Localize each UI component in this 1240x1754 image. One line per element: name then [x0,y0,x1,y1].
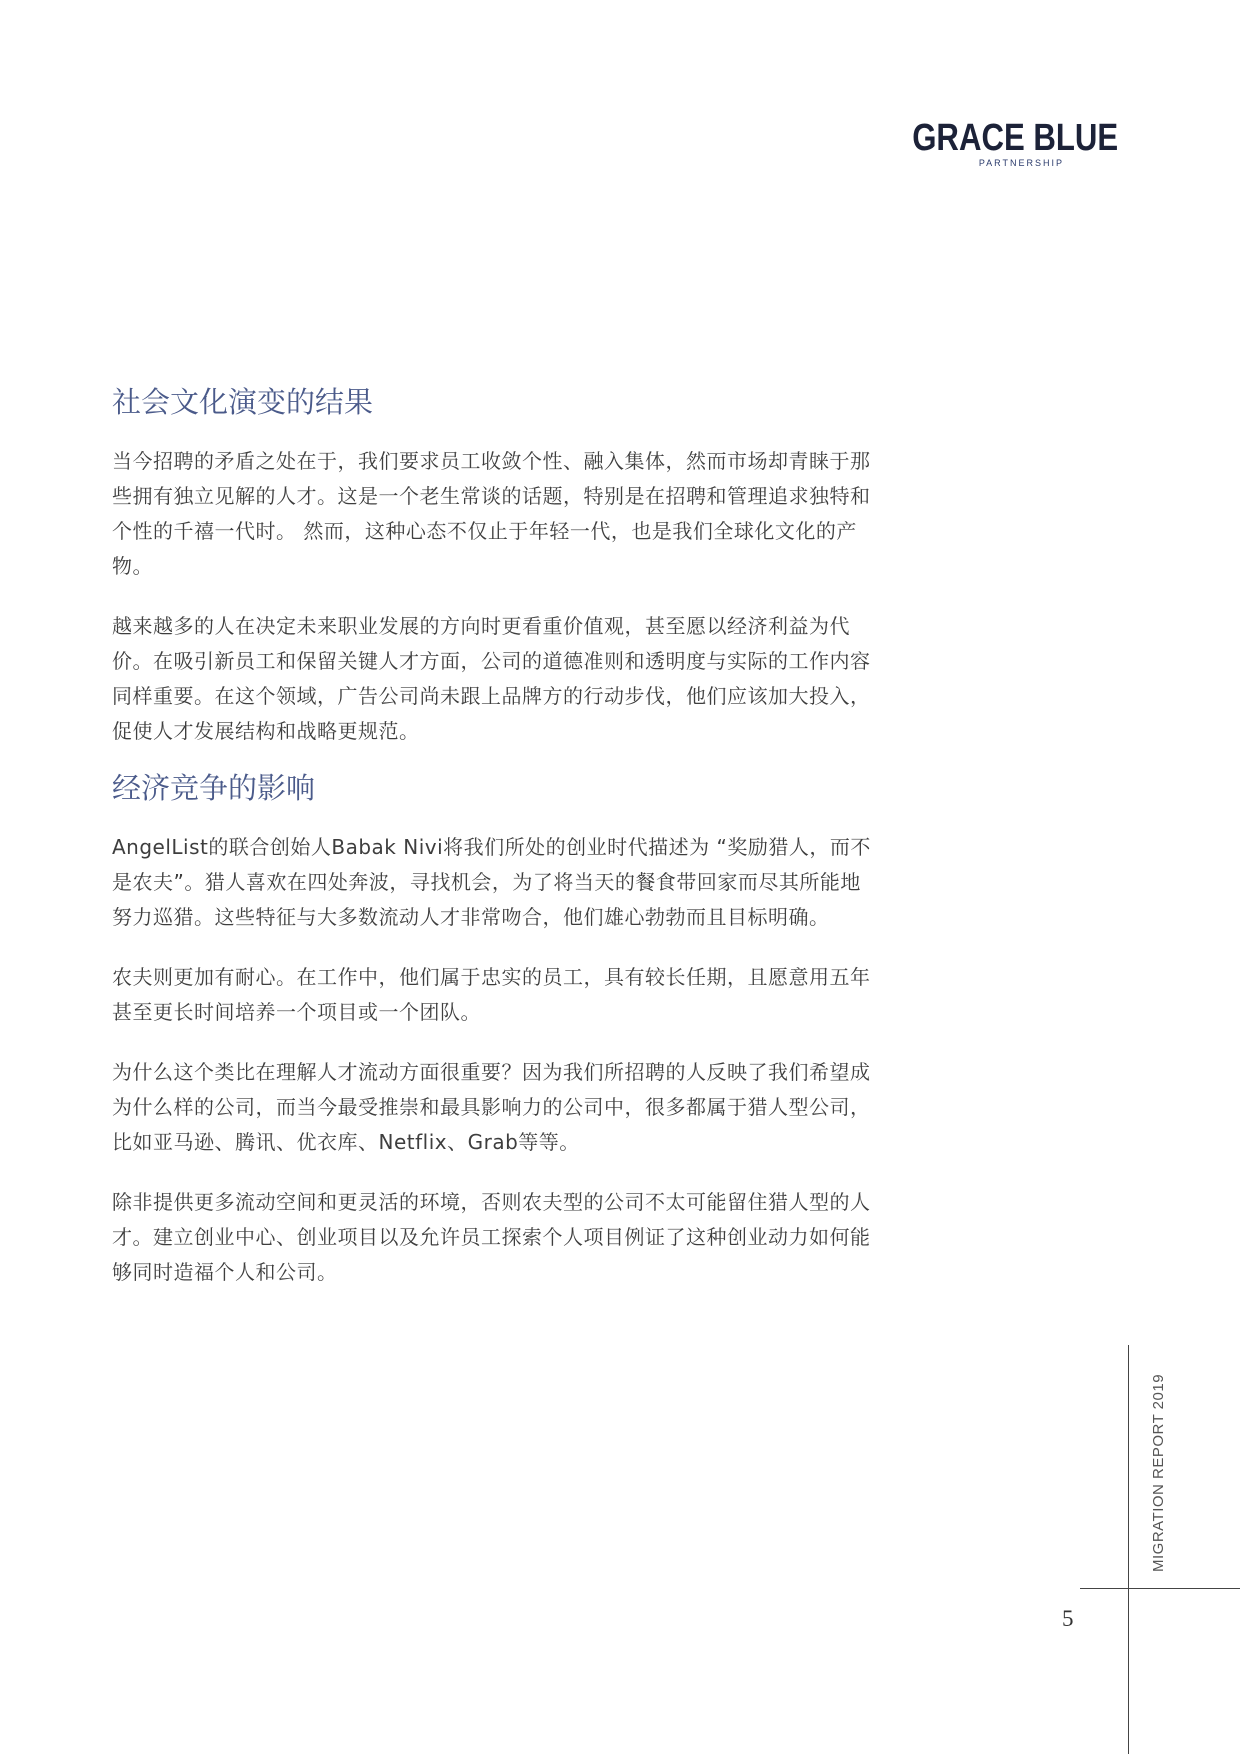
margin-vertical-rule [1128,1345,1129,1754]
brand-logo [896,117,1119,168]
main-content [112,378,872,1315]
paragraph: 当今招聘的矛盾之处在于，我们要求员工收敛个性、融入集体，然而市场却青睐于那些拥有独立见解的人才。这是一个老生常谈的话题，特别是在招聘和管理追求独特和个性的千禧一代时。 然而，这种心态不仅止于年轻一代，也是我们全球化文化的产物。 [112,449,871,578]
margin-horizontal-rule [1080,1588,1240,1589]
page-number: 5 [1062,1606,1074,1631]
section-heading-sociocultural: 社会文化演变的结果 [112,385,374,419]
paragraph: 为什么这个类比在理解人才流动方面很重要？因为我们所招聘的人反映了我们希望成为什么样的公司，而当今最受推崇和最具影响力的公司中，很多都属于猎人型公司，比如亚马逊、腾讯、优衣库、Netflix、Grab等等。 [112,1060,871,1154]
paragraph: 除非提供更多流动空间和更灵活的环境，否则农夫型的公司不太可能留住猎人型的人才。建立创业中心、创业项目以及允许员工探索个人项目例证了这种创业动力如何能够同时造福个人和公司。 [112,1190,871,1284]
logo-wordmark: GRACE BLUE [912,117,1119,159]
paragraph: 农夫则更加有耐心。在工作中，他们属于忠实的员工，具有较长任期，且愿意用五年甚至更长时间培养一个项目或一个团队。 [112,965,871,1024]
section-heading-economic: 经济竞争的影响 [112,771,316,805]
running-title: MIGRATION REPORT 2019 [1150,1373,1167,1572]
logo-subtitle: PARTNERSHIP [978,158,1064,168]
paragraph: 越来越多的人在决定未来职业发展的方向时更看重价值观，甚至愿以经济利益为代价。在吸引新员工和保留关键人才方面，公司的道德准则和透明度与实际的工作内容同样重要。在这个领域，广告公司尚未跟上品牌方的行动步伐，他们应该加大投入，促使人才发展结构和战略更规范。 [112,614,871,743]
paragraph: AngelList的联合创始人Babak Nivi将我们所处的创业时代描述为 “奖励猎人，而不是农夫”。猎人喜欢在四处奔波，寻找机会，为了将当天的餐食带回家而尽其所能地努力巡猎。这些特征与大多数流动人才非常吻合，他们雄心勃勃而且目标明确。 [112,835,871,929]
